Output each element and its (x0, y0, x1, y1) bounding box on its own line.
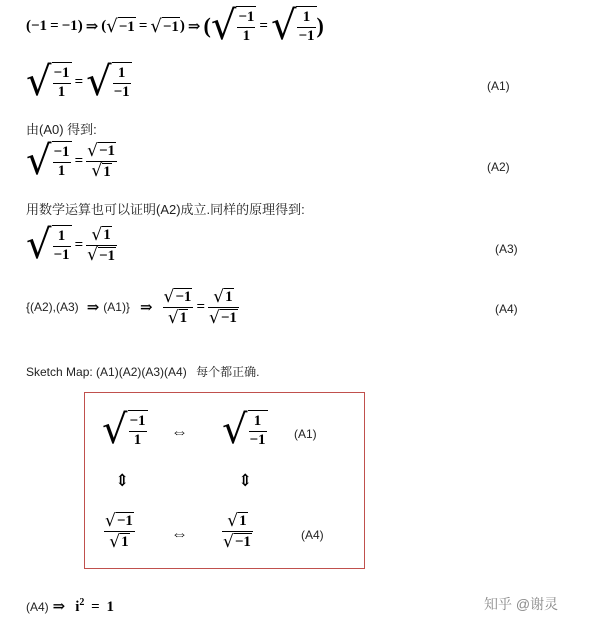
fraction-of-roots: √ −1 √ 1 (87, 140, 116, 182)
paren-close: ) (316, 13, 324, 38)
paren-open: ( (26, 17, 31, 34)
equals: = (74, 73, 84, 90)
sqrt: √ −1 (150, 15, 179, 37)
equals: = (91, 599, 100, 616)
implies-arrow: ⇒ (85, 18, 99, 35)
sketch-map-line (26, 363, 259, 380)
sketch-items: (A1)(A2)(A3)(A4) (96, 365, 187, 379)
one: 1 (106, 599, 114, 615)
implies-arrow: ⇒ (86, 299, 100, 316)
term: −1 (31, 17, 48, 34)
paragraph-text: 用数学运算也可以证明(A2)成立.同样的原理得到: (26, 202, 305, 217)
vertical-equivalence-arrow: ⇕ (238, 471, 253, 490)
final-equation (26, 597, 114, 616)
equals: = (74, 152, 84, 169)
equation-line-1 (26, 3, 324, 49)
sqrt-fraction: √ $\frac{-1}{1}$ (26, 138, 70, 184)
equivalence-arrow: ⇔ (171, 524, 188, 543)
a4-mid: (A1)} (103, 300, 130, 315)
fraction-of-roots: √ 1 √ −1 (87, 224, 116, 266)
fraction-of-roots: √ −1 √ 1 (163, 286, 192, 328)
equation-tag-a1: (A1) (487, 79, 510, 93)
paragraph-text: 由(A0) 得到: (26, 122, 97, 137)
paren-open: ( (101, 17, 107, 34)
equals: = (50, 17, 59, 34)
equals: = (196, 298, 205, 315)
watermark: 知乎 @谢灵 (484, 596, 559, 612)
sqrt-fraction: √ $\frac{-1}{1}$ (210, 3, 255, 49)
final-prefix: (A4) (26, 599, 49, 614)
sqrt-fraction: √ $\frac{1}{-1}$ (270, 3, 315, 49)
equals: = (259, 17, 268, 34)
imaginary-unit: i (75, 599, 80, 615)
equation-a3 (26, 222, 117, 268)
sketch-suffix: 每个都正确. (196, 365, 260, 379)
map-tag-bottom: (A4) (301, 528, 324, 542)
map-bottom-left: √ −1 √ 1 (105, 510, 133, 552)
equivalence-arrow: ⇔ (171, 422, 188, 441)
implies-arrow: ⇒ (139, 299, 153, 316)
equals: = (74, 236, 84, 253)
equation-tag-a3: (A3) (495, 242, 518, 256)
fraction-of-roots: √ 1 √ −1 (209, 286, 237, 328)
map-top-right: √ $\frac{1}{-1}$ (222, 407, 266, 453)
equals: = (138, 17, 148, 34)
sketch-label: Sketch Map: (26, 365, 93, 379)
equation-a4 (26, 288, 239, 327)
implies-arrow: ⇒ (187, 18, 201, 35)
sqrt: √ −1 (106, 15, 135, 37)
sqrt-fraction: √ $\frac{1}{-1}$ (26, 222, 70, 268)
exponent: 2 (79, 597, 85, 608)
equation-tag-a4: (A4) (495, 302, 518, 316)
map-tag-top: (A1) (294, 427, 317, 441)
paren-open: ( (203, 13, 211, 38)
implies-arrow: ⇒ (52, 599, 66, 616)
vertical-equivalence-arrow: ⇕ (115, 471, 130, 490)
map-top-left: √ $\frac{-1}{1}$ (102, 407, 146, 453)
paren-close: ) (179, 17, 185, 34)
paren-close: ) (77, 17, 83, 34)
a4-prefix: {(A2),(A3) (26, 300, 79, 315)
sqrt-fraction: √ $\frac{1}{-1}$ (86, 59, 130, 105)
sqrt-fraction: √ $\frac{-1}{1}$ (26, 59, 70, 105)
equation-a1 (26, 59, 132, 105)
equation-tag-a2: (A2) (487, 160, 510, 174)
map-bottom-right: √ 1 √ −1 (223, 510, 251, 552)
equation-a2 (26, 138, 117, 184)
term: −1 (61, 17, 78, 34)
